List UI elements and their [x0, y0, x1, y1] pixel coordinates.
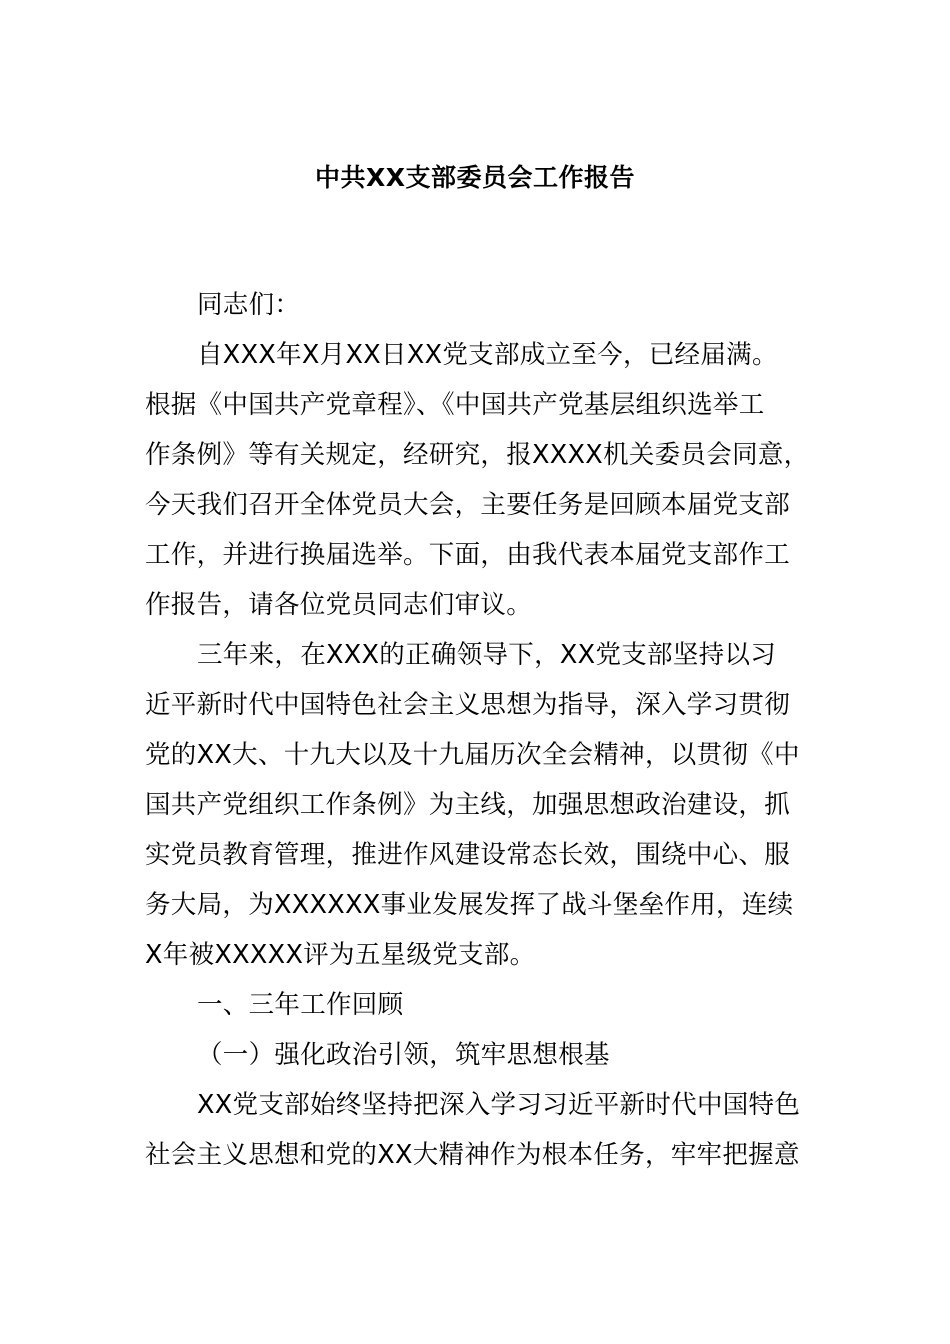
text-line-10: 党的XX大、十九大以及十九届历次全会精神，以贯彻《中 — [145, 740, 800, 770]
text-line-14: X年被XXXXX评为五星级党支部。 — [145, 940, 536, 970]
text-line-11: 国共产党组织工作条例》为主线，加强思想政治建设，抓 — [145, 790, 791, 820]
text-line-9: 近平新时代中国特色社会主义思想为指导，深入学习贯彻 — [145, 690, 791, 720]
text-line-13: 务大局，为XXXXXX事业发展发挥了战斗堡垒作用，连续 — [145, 890, 794, 920]
document-title: 中共XX支部委员会工作报告 — [314, 163, 636, 192]
text-line-12: 实党员教育管理，推进作风建设常态长效，围绕中心、服 — [145, 840, 791, 870]
document-body — [145, 280, 835, 1180]
text-line-1: 同志们： — [197, 290, 301, 320]
text-line-6: 工作，并进行换届选举。下面，由我代表本届党支部作工 — [145, 540, 791, 570]
text-line-2: 自XXX年X月XX日XX党支部成立至今，已经届满。 — [197, 340, 778, 370]
text-line-5: 今天我们召开全体党员大会，主要任务是回顾本届党支部 — [145, 490, 791, 520]
text-line-8: 三年来，在XXX的正确领导下，XX党支部坚持以习 — [197, 640, 777, 670]
text-line-18: 社会主义思想和党的XX大精神作为根本任务，牢牢把握意 — [145, 1140, 800, 1170]
text-line-17: XX党支部始终坚持把深入学习习近平新时代中国特色 — [197, 1090, 801, 1120]
text-line-3: 根据《中国共产党章程》、《中国共产党基层组织选举工 — [145, 390, 765, 420]
section-heading-1: 一、三年工作回顾 — [197, 990, 404, 1020]
text-line-4: 作条例》等有关规定，经研究，报XXXX机关委员会同意， — [145, 440, 810, 470]
subsection-heading-1: （一）强化政治引领，筑牢思想根基 — [197, 1040, 610, 1070]
text-line-7: 作报告，请各位党员同志们审议。 — [145, 590, 533, 620]
